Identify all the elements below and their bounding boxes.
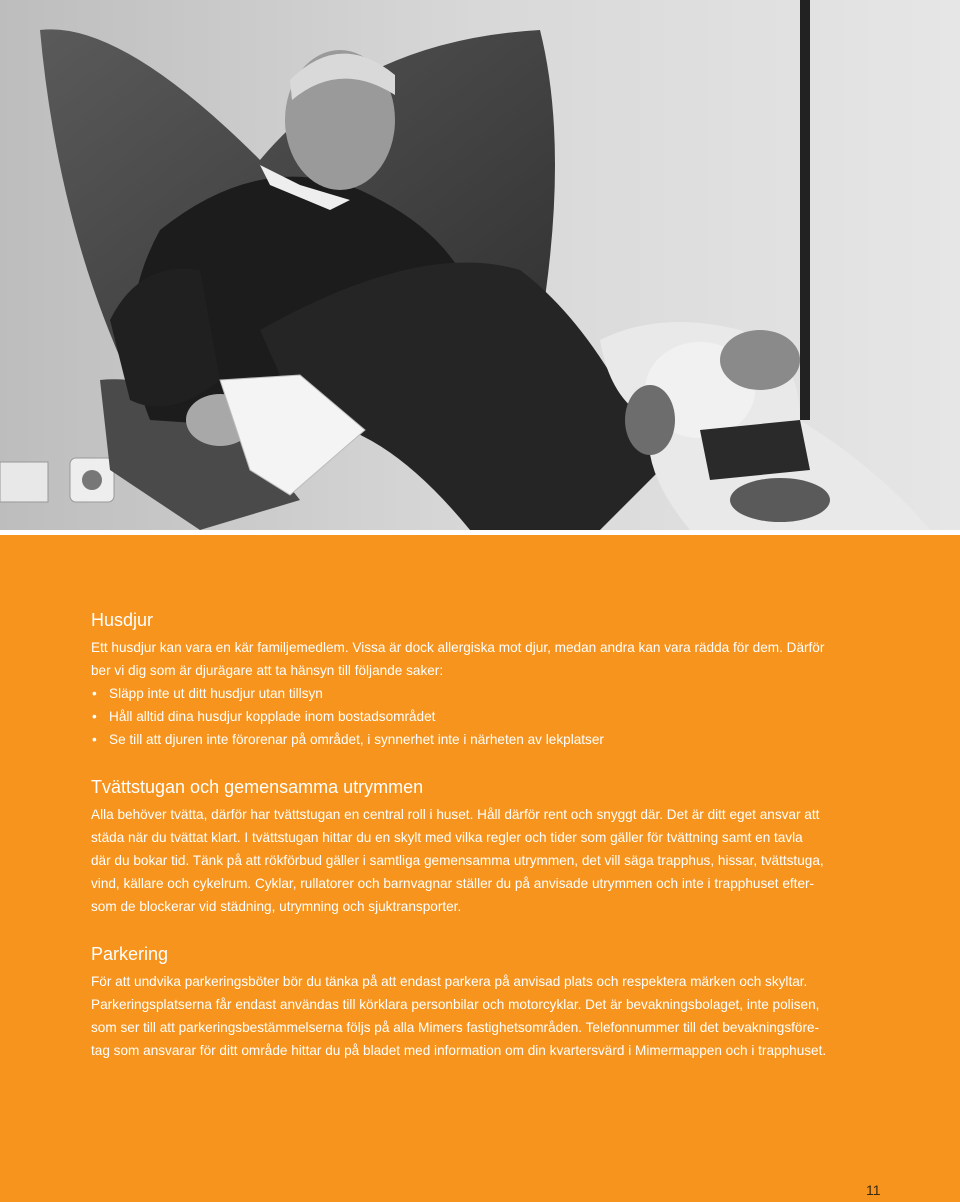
section-husdjur [91,608,881,751]
paragraph-line: Ett husdjur kan vara en kär familjemedlem. Vissa är dock allergiska mot djur, medan andra kan vara rädda för dem. Därför [91,640,825,655]
list-item-text: Släpp inte ut ditt husdjur utan tillsyn [109,686,323,701]
bullet-list [91,682,881,751]
paragraph-line: Alla behöver tvätta, därför har tvättstugan en central roll i huset. Håll därför rent och snyggt där. Det är ditt eget ansvar att [91,807,820,822]
list-item-text: Se till att djuren inte förorenar på området, i synnerhet inte i närheten av lekplatser [109,732,604,747]
paragraph-line: För att undvika parkeringsböter bör du tänka på att endast parkera på anvisad plats och respektera märken och skyltar. [91,974,808,989]
bullet-icon: • [92,732,97,747]
section-heading: Parkering [91,944,169,964]
paragraph-line: vind, källare och cykelrum. Cyklar, rullatorer och barnvagnar ställer du på anvisade utrymmen och inte i trapphuset efter- [91,876,815,891]
list-item [91,682,881,705]
bullet-icon: • [92,709,97,724]
photo-man-with-dog [0,0,960,530]
paragraph-line: tag som ansvarar för ditt område hittar du på bladet med information om din kvartersvärd i Mimermappen och i trapphuset. [91,1043,827,1058]
paragraph-line: städa när du tvättat klart. I tvättstugan hittar du en skylt med vilka regler och tider som gäller för tvättning samt en tavla [91,830,803,845]
section-heading: Tvättstugan och gemensamma utrymmen [91,777,424,797]
list-item [91,705,881,728]
page-number: 11 [866,1182,881,1198]
list-item-text: Håll alltid dina husdjur kopplade inom bostadsområdet [109,709,436,724]
section-tvattstugan [91,775,881,918]
paragraph-line: Parkeringsplatserna får endast användas till körklara personbilar och motorcyklar. Det är bevakningsbolaget, inte polisen, [91,997,820,1012]
text-content [91,608,881,1062]
white-divider [0,530,960,535]
paragraph-line: ber vi dig som är djurägare att ta hänsyn till följande saker: [91,663,444,678]
bullet-icon: • [92,686,97,701]
section-parkering [91,942,881,1062]
paragraph-line: som de blockerar vid städning, utrymning och sjuktransporter. [91,899,462,914]
photo-illustration [0,0,960,530]
paragraph-line: där du bokar tid. Tänk på att rökförbud gäller i samtliga gemensamma utrymmen, det vill säga trapphus, hissar, tvättstuga, [91,853,824,868]
list-item [91,728,881,751]
paragraph-line: som ser till att parkeringsbestämmelserna följs på alla Mimers fastighetsområden. Telefonnummer till det bevakningsföre- [91,1020,820,1035]
section-heading: Husdjur [91,610,154,630]
